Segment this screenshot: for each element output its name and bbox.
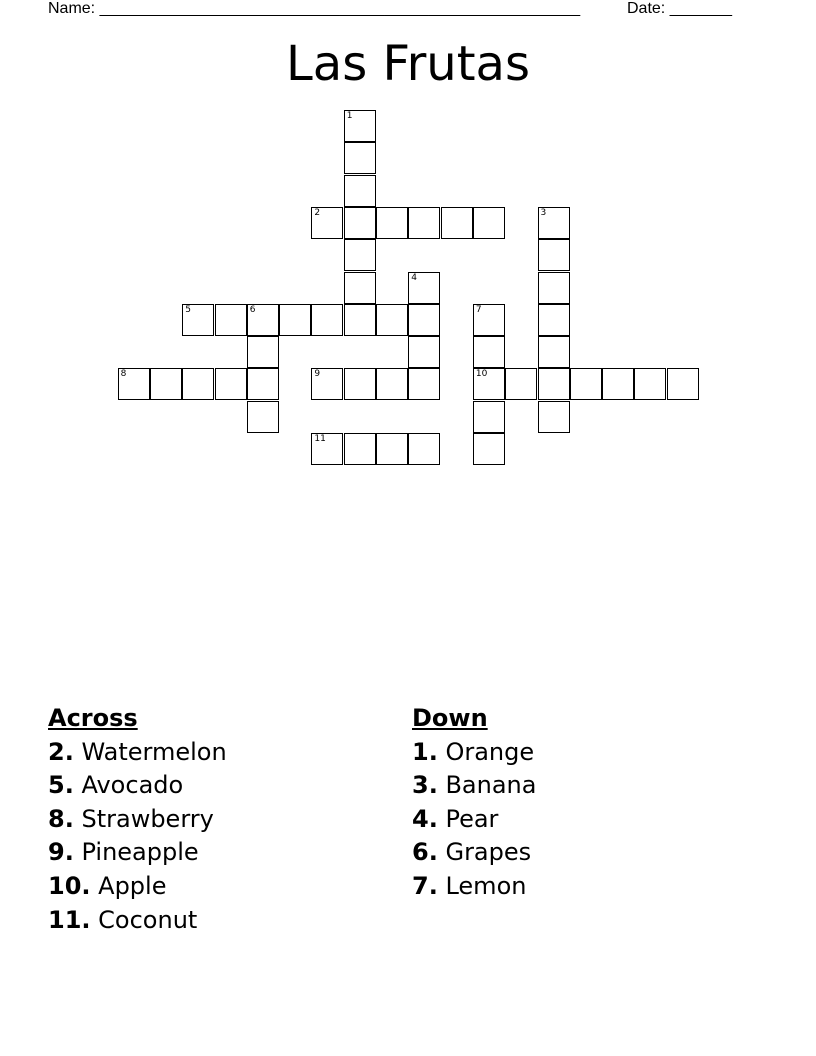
- clue-down: [412, 836, 536, 870]
- crossword-cell: [376, 368, 408, 400]
- cell-number: 3: [540, 207, 547, 218]
- clue-text: Orange: [445, 737, 535, 766]
- crossword-cell: [634, 368, 666, 400]
- clue-number: 2.: [48, 737, 74, 766]
- crossword-cell: [344, 239, 376, 271]
- clue-number: 9.: [48, 838, 74, 867]
- crossword-cell: [408, 207, 440, 239]
- crossword-cell: [473, 336, 505, 368]
- crossword-cell: [344, 272, 376, 304]
- crossword-cell: [570, 368, 602, 400]
- clue-down: [412, 803, 536, 837]
- crossword-cell: [344, 304, 376, 336]
- clue-across: [48, 736, 227, 770]
- crossword-cell: [538, 368, 570, 400]
- clue-number: 1.: [412, 737, 438, 766]
- crossword-cell: [344, 368, 376, 400]
- crossword-cell: [150, 368, 182, 400]
- cell-number: 1: [346, 111, 353, 121]
- crossword-cell: [538, 272, 570, 304]
- clue-number: 6.: [412, 838, 438, 867]
- crossword-cell: [376, 433, 408, 465]
- crossword-cell: [344, 142, 376, 174]
- clue-number: 3.: [412, 771, 438, 800]
- crossword-cell: [538, 239, 570, 271]
- cell-number: 8: [120, 369, 127, 380]
- clue-text: Pear: [445, 804, 499, 833]
- crossword-cell: [408, 368, 440, 400]
- name-line: Name: ______________________________________________________: [48, 0, 581, 17]
- crossword-cell: [182, 304, 214, 336]
- across-clues: [48, 702, 227, 937]
- clue-text: Lemon: [445, 871, 527, 900]
- crossword-cell: [408, 336, 440, 368]
- crossword-cell: [215, 368, 247, 400]
- cell-number: 6: [249, 304, 256, 315]
- crossword-cell: [505, 368, 537, 400]
- clue-number: 11.: [48, 905, 91, 934]
- cell-number: 5: [185, 304, 191, 315]
- clue-across: [48, 870, 227, 904]
- crossword-cell: [311, 304, 343, 336]
- crossword-cell: [473, 207, 505, 239]
- clue-number: 5.: [48, 771, 74, 800]
- down-clues: [412, 702, 536, 904]
- clue-text: Avocado: [81, 771, 184, 800]
- cell-number: 10: [475, 369, 488, 380]
- crossword-cell: [247, 401, 279, 433]
- clue-across: [48, 836, 227, 870]
- clue-text: Grapes: [445, 838, 532, 867]
- clue-across: [48, 803, 227, 837]
- crossword-cell: [538, 336, 570, 368]
- crossword-cell: [473, 401, 505, 433]
- crossword-cell: [311, 368, 343, 400]
- crossword-cell: [118, 368, 150, 400]
- crossword-cell: [473, 368, 505, 400]
- clue-across: [48, 769, 227, 803]
- crossword-cell: [279, 304, 311, 336]
- date-line: Date: _______: [627, 0, 732, 17]
- clue-number: 8.: [48, 804, 74, 833]
- crossword-cell: [376, 304, 408, 336]
- crossword-cell: [182, 368, 214, 400]
- down-heading: Down: [412, 704, 488, 732]
- clue-number: 10.: [48, 871, 91, 900]
- crossword-cell: [215, 304, 247, 336]
- crossword-cell: [408, 304, 440, 336]
- crossword-cell: [473, 304, 505, 336]
- crossword-cell: [538, 207, 570, 239]
- across-heading: Across: [48, 704, 138, 732]
- crossword-cell: [538, 401, 570, 433]
- crossword-cell: [311, 433, 343, 465]
- crossword-cell: [376, 207, 408, 239]
- clue-text: Banana: [445, 771, 537, 800]
- crossword-cell: [408, 272, 440, 304]
- cell-number: 9: [314, 369, 321, 380]
- crossword-cell: [344, 433, 376, 465]
- crossword-cell: [344, 175, 376, 207]
- crossword-cell: [344, 207, 376, 239]
- crossword-cell: [247, 304, 279, 336]
- clue-down: [412, 769, 536, 803]
- cell-number: 7: [475, 304, 482, 315]
- clue-text: Strawberry: [81, 804, 214, 833]
- cell-number: 11: [314, 434, 326, 444]
- cell-number: 4: [411, 272, 418, 283]
- crossword-cell: [667, 368, 699, 400]
- clue-down: [412, 870, 536, 904]
- crossword-cell: [602, 368, 634, 400]
- page-title: Las Frutas: [286, 36, 530, 92]
- clue-text: Apple: [98, 871, 167, 900]
- clue-across: [48, 904, 227, 938]
- crossword-cell: [441, 207, 473, 239]
- crossword-cell: [247, 368, 279, 400]
- crossword-cell: [538, 304, 570, 336]
- clue-text: Pineapple: [81, 838, 199, 867]
- clue-text: Coconut: [98, 905, 198, 934]
- crossword-cell: [344, 110, 376, 142]
- crossword-cell: [247, 336, 279, 368]
- crossword-grid: [0, 0, 816, 480]
- crossword-cell: [408, 433, 440, 465]
- clue-number: 7.: [412, 871, 438, 900]
- crossword-cell: [473, 433, 505, 465]
- clue-text: Watermelon: [81, 737, 227, 766]
- cell-number: 2: [314, 207, 321, 218]
- clue-number: 4.: [412, 804, 438, 833]
- crossword-cell: [311, 207, 343, 239]
- clue-down: [412, 736, 536, 770]
